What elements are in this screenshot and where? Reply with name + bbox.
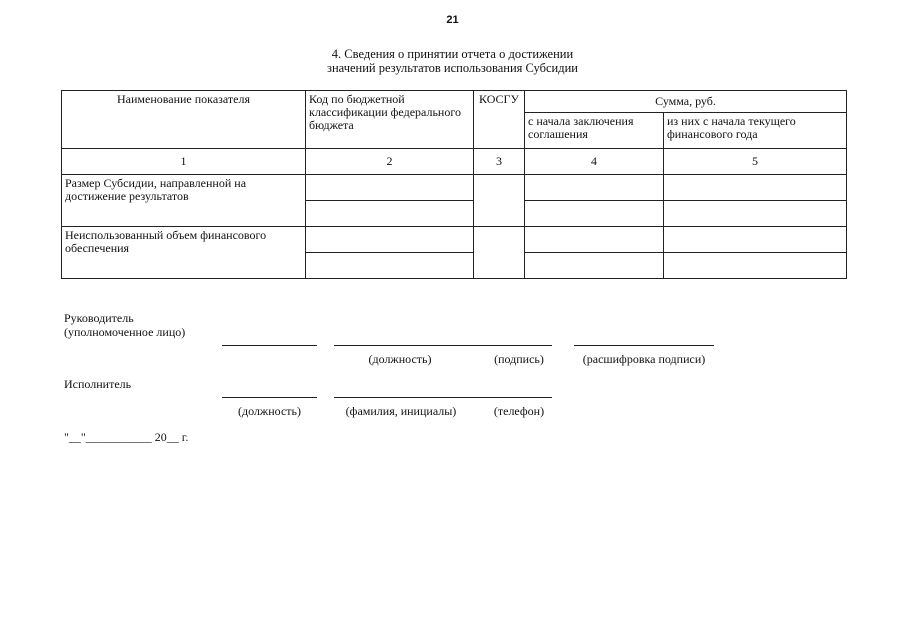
table-cell [306, 201, 474, 227]
table-row [62, 175, 847, 201]
executor-name-caption: (фамилия, инициалы) [345, 404, 457, 418]
report-table [61, 90, 847, 279]
table-cell [664, 253, 847, 279]
header-sum-group: Сумма, руб. [525, 91, 847, 113]
table-cell [525, 253, 664, 279]
page-number: 21 [446, 14, 459, 26]
table-row [62, 227, 847, 253]
header-budget-code: Код по бюджетной классификации федерального бюджета [306, 91, 474, 149]
head-decoding-caption: (расшифровка подписи) [582, 352, 706, 366]
head-position-caption: (должность) [368, 352, 432, 366]
section-title [0, 47, 905, 75]
head-label-line-1: Руководитель [64, 311, 134, 325]
section-title-line-2: значений результатов использования Субсидии [327, 61, 578, 75]
table-cell [664, 175, 847, 201]
header-since-agreement: с начала заключения соглашения [525, 113, 664, 149]
executor-name-line [334, 397, 552, 398]
head-position-line [222, 345, 317, 346]
column-numbers-row [62, 149, 847, 175]
table-cell [664, 201, 847, 227]
table-cell [306, 253, 474, 279]
date-line: "__"___________ 20__ г. [64, 430, 189, 444]
table-cell [525, 201, 664, 227]
row-label-unused-amount: Неиспользованный объем финансового обеспечения [62, 227, 306, 279]
executor-position-line [222, 397, 317, 398]
column-number: 4 [525, 149, 664, 175]
row-label-subsidy-amount: Размер Субсидии, направленной на достижение результатов [62, 175, 306, 227]
column-number: 3 [474, 149, 525, 175]
column-number: 5 [664, 149, 847, 175]
table-cell [525, 175, 664, 201]
head-decoding-line [574, 345, 714, 346]
header-since-year-start: из них с начала текущего финансового года [664, 113, 847, 149]
section-title-line-1: 4. Сведения о принятии отчета о достижении [331, 47, 574, 61]
table-cell [474, 227, 525, 279]
head-signature-caption: (подпись) [494, 352, 544, 366]
column-number: 1 [62, 149, 306, 175]
header-kosgu: КОСГУ [474, 91, 525, 149]
header-indicator-name: Наименование показателя [62, 91, 306, 149]
table-cell [306, 175, 474, 201]
table-cell [306, 227, 474, 253]
table-cell [664, 227, 847, 253]
table-cell [525, 227, 664, 253]
executor-label: Исполнитель [64, 377, 132, 391]
head-signature-line [334, 345, 552, 346]
executor-phone-caption: (телефон) [493, 404, 545, 418]
column-number: 2 [306, 149, 474, 175]
table-cell [474, 175, 525, 227]
executor-position-caption: (должность) [238, 404, 301, 418]
head-label [64, 311, 185, 339]
head-label-line-2: (уполномоченное лицо) [64, 325, 186, 339]
